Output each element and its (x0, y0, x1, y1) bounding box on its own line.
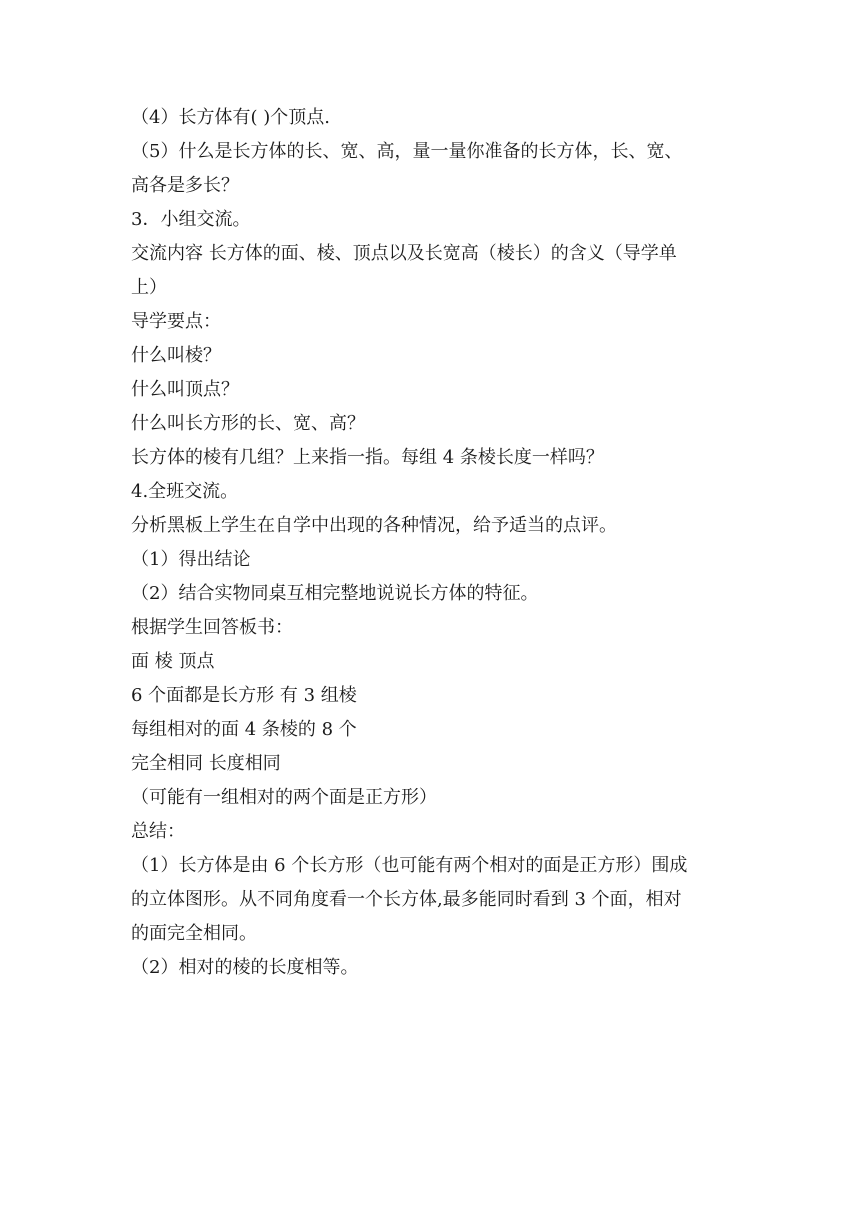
text-line: （2）结合实物同桌互相完整地说说长方体的特征。 (131, 583, 539, 604)
text-line: （2）相对的棱的长度相等。 (131, 957, 359, 978)
text-line: 完全相同 长度相同 (131, 753, 281, 774)
text-line: 每组相对的面 4 条棱的 8 个 (131, 719, 357, 740)
text-line: （1）得出结论 (131, 549, 251, 570)
text-line: 交流内容 长方体的面、棱、顶点以及长宽高（棱长）的含义（导学单 (131, 243, 677, 264)
text-line: 总结： (131, 821, 185, 842)
text-line: 什么叫棱？ (131, 345, 221, 366)
text-line: 导学要点： (131, 311, 221, 332)
text-line: 根据学生回答板书： (131, 617, 293, 638)
text-line: 面 棱 顶点 (131, 651, 215, 672)
text-line: 的立体图形。从不同角度看一个长方体,最多能同时看到 3 个面，相对 (131, 889, 682, 910)
text-line: 长方体的棱有几组？上来指一指。每组 4 条棱长度一样吗？ (131, 447, 604, 468)
document-body (131, 101, 731, 985)
text-line: 的面完全相同。 (131, 923, 257, 944)
text-line: 4.全班交流。 (131, 481, 239, 502)
text-line: 6 个面都是长方形 有 3 组棱 (131, 685, 357, 706)
text-line: （1）长方体是由 6 个长方形（也可能有两个相对的面是正方形）围成 (131, 855, 688, 876)
text-line: 上） (131, 277, 167, 298)
text-line: （5）什么是长方体的长、宽、高，量一量你准备的长方体，长、宽、 (131, 141, 683, 162)
text-line: 3．小组交流。 (131, 209, 251, 230)
text-line: （可能有一组相对的两个面是正方形） (131, 787, 437, 808)
text-line: 什么叫长方形的长、宽、高？ (131, 413, 365, 434)
text-line: （4）长方体有( )个顶点. (131, 107, 330, 128)
text-line: 高各是多长？ (131, 175, 239, 196)
text-line: 分析黑板上学生在自学中出现的各种情况，给予适当的点评。 (131, 515, 617, 536)
text-line: 什么叫顶点？ (131, 379, 239, 400)
